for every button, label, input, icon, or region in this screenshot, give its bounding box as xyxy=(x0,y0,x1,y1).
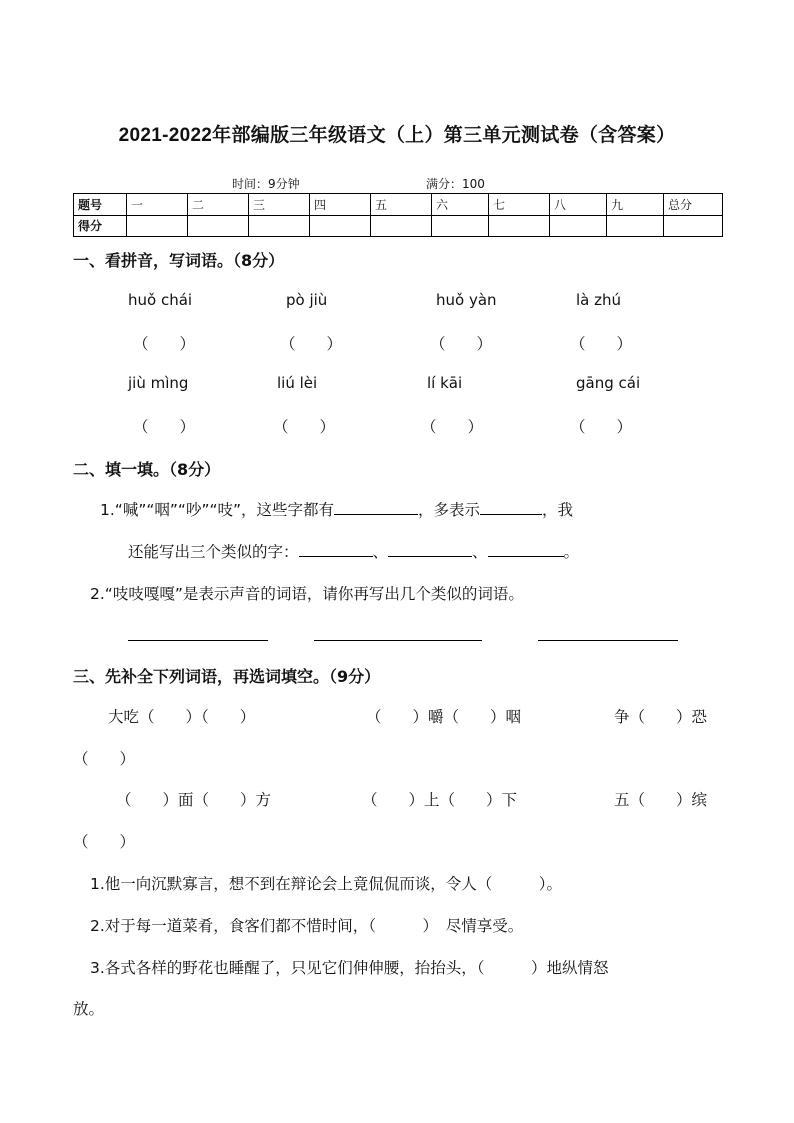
answer-bracket[interactable]: （ ） xyxy=(570,335,633,353)
answer-bracket[interactable]: （ ） xyxy=(421,418,484,436)
score-table-cell: 八 xyxy=(550,194,607,216)
pinyin-item: liú lèi xyxy=(277,374,318,392)
score-row-label: 得分 xyxy=(74,215,127,237)
score-table-cell: 三 xyxy=(249,194,310,216)
full-score-info: 满分：100 xyxy=(426,177,485,191)
score-table-cell: 七 xyxy=(489,194,550,216)
answer-line[interactable] xyxy=(538,640,678,641)
fill-blank[interactable] xyxy=(388,541,472,557)
score-table-cell: 一 xyxy=(127,194,188,216)
answer-bracket[interactable]: （ ） xyxy=(280,335,343,353)
fill-blank[interactable] xyxy=(480,499,542,515)
idiom-item[interactable]: （ ）嚼（ ）咽 xyxy=(366,708,522,726)
score-input-cell[interactable] xyxy=(188,215,249,237)
answer-bracket[interactable]: （ ） xyxy=(430,335,493,353)
score-table-cell: 总分 xyxy=(664,194,723,216)
separator: 、 xyxy=(472,543,488,561)
score-table-cell: 题号 xyxy=(74,194,127,216)
pinyin-item: jiù mìng xyxy=(128,374,189,392)
pinyin-item: huǒ yàn xyxy=(436,291,497,309)
answer-bracket[interactable]: （ ） xyxy=(273,418,336,436)
score-input-cell[interactable] xyxy=(249,215,310,237)
question-text: 还能写出三个类似的字： xyxy=(128,543,299,561)
idiom-item[interactable]: （ ）上（ ）下 xyxy=(362,791,518,809)
score-table-cell: 九 xyxy=(607,194,664,216)
idiom-item[interactable]: 大吃（ ）（ ） xyxy=(108,708,256,726)
question-2-1 xyxy=(100,498,573,520)
section1-heading: 一、看拼音，写词语。（8分） xyxy=(73,251,285,270)
answer-bracket[interactable]: （ ） xyxy=(570,418,633,436)
pinyin-item: pò jiù xyxy=(286,291,328,309)
idiom-item-wrap[interactable]: （ ） xyxy=(73,750,136,768)
score-table-score-row xyxy=(74,215,723,237)
page-title: 2021-2022年部编版三年级语文（上）第三单元测试卷（含答案） xyxy=(118,125,676,146)
score-input-cell[interactable] xyxy=(432,215,489,237)
answer-bracket[interactable]: （ ） xyxy=(133,335,196,353)
pinyin-item: gāng cái xyxy=(576,374,641,392)
idiom-item[interactable]: （ ）面（ ）方 xyxy=(116,791,272,809)
score-input-cell[interactable] xyxy=(664,215,723,237)
fill-sentence-3: 3.各式各样的野花也睡醒了，只见它们伸伸腰，抬抬头，（ ）地纵情怒 xyxy=(90,959,609,977)
time-info: 时间：9分钟 xyxy=(232,177,300,191)
score-input-cell[interactable] xyxy=(127,215,188,237)
answer-line[interactable] xyxy=(314,640,482,641)
fill-sentence-3-wrap: 放。 xyxy=(73,1000,105,1018)
answer-bracket[interactable]: （ ） xyxy=(133,418,196,436)
fill-blank[interactable] xyxy=(488,541,564,557)
question-text: 1.“喊”“咽”“吵”“吱”，这些字都有 xyxy=(100,501,335,519)
section3-heading: 三、先补全下列词语，再选词填空。（9分） xyxy=(73,667,381,686)
idiom-item-wrap[interactable]: （ ） xyxy=(73,833,136,851)
question-text: ，我 xyxy=(542,501,574,519)
pinyin-item: lí kāi xyxy=(427,374,463,392)
fill-blank[interactable] xyxy=(299,541,373,557)
idiom-item[interactable]: 五（ ）缤 xyxy=(614,791,708,809)
score-table-cell: 四 xyxy=(310,194,371,216)
score-input-cell[interactable] xyxy=(489,215,550,237)
section2-heading: 二、填一填。（8分） xyxy=(73,460,221,479)
question-text: ，多表示 xyxy=(418,501,481,519)
score-table xyxy=(73,193,723,237)
pinyin-item: huǒ chái xyxy=(128,291,193,309)
fill-sentence-2: 2.对于每一道菜肴，食客们都不惜时间，（ ） 尽情享受。 xyxy=(90,917,524,935)
period: 。 xyxy=(563,543,580,561)
score-table-cell: 六 xyxy=(432,194,489,216)
question-2-2: 2.“吱吱嘎嘎”是表示声音的词语，请你再写出几个类似的词语。 xyxy=(90,585,524,603)
score-input-cell[interactable] xyxy=(310,215,371,237)
score-input-cell[interactable] xyxy=(550,215,607,237)
fill-blank[interactable] xyxy=(334,499,418,515)
score-input-cell[interactable] xyxy=(371,215,432,237)
score-table-cell: 二 xyxy=(188,194,249,216)
score-input-cell[interactable] xyxy=(607,215,664,237)
score-table-cell: 五 xyxy=(371,194,432,216)
separator: 、 xyxy=(372,543,389,561)
answer-line[interactable] xyxy=(128,640,268,641)
question-2-1-line2 xyxy=(128,540,579,562)
score-table-header-row xyxy=(74,194,723,216)
pinyin-item: là zhú xyxy=(576,291,622,309)
fill-sentence-1: 1.他一向沉默寡言，想不到在辩论会上竟侃侃而谈，令人（ ）。 xyxy=(90,875,563,893)
idiom-item[interactable]: 争（ ）恐 xyxy=(614,708,708,726)
